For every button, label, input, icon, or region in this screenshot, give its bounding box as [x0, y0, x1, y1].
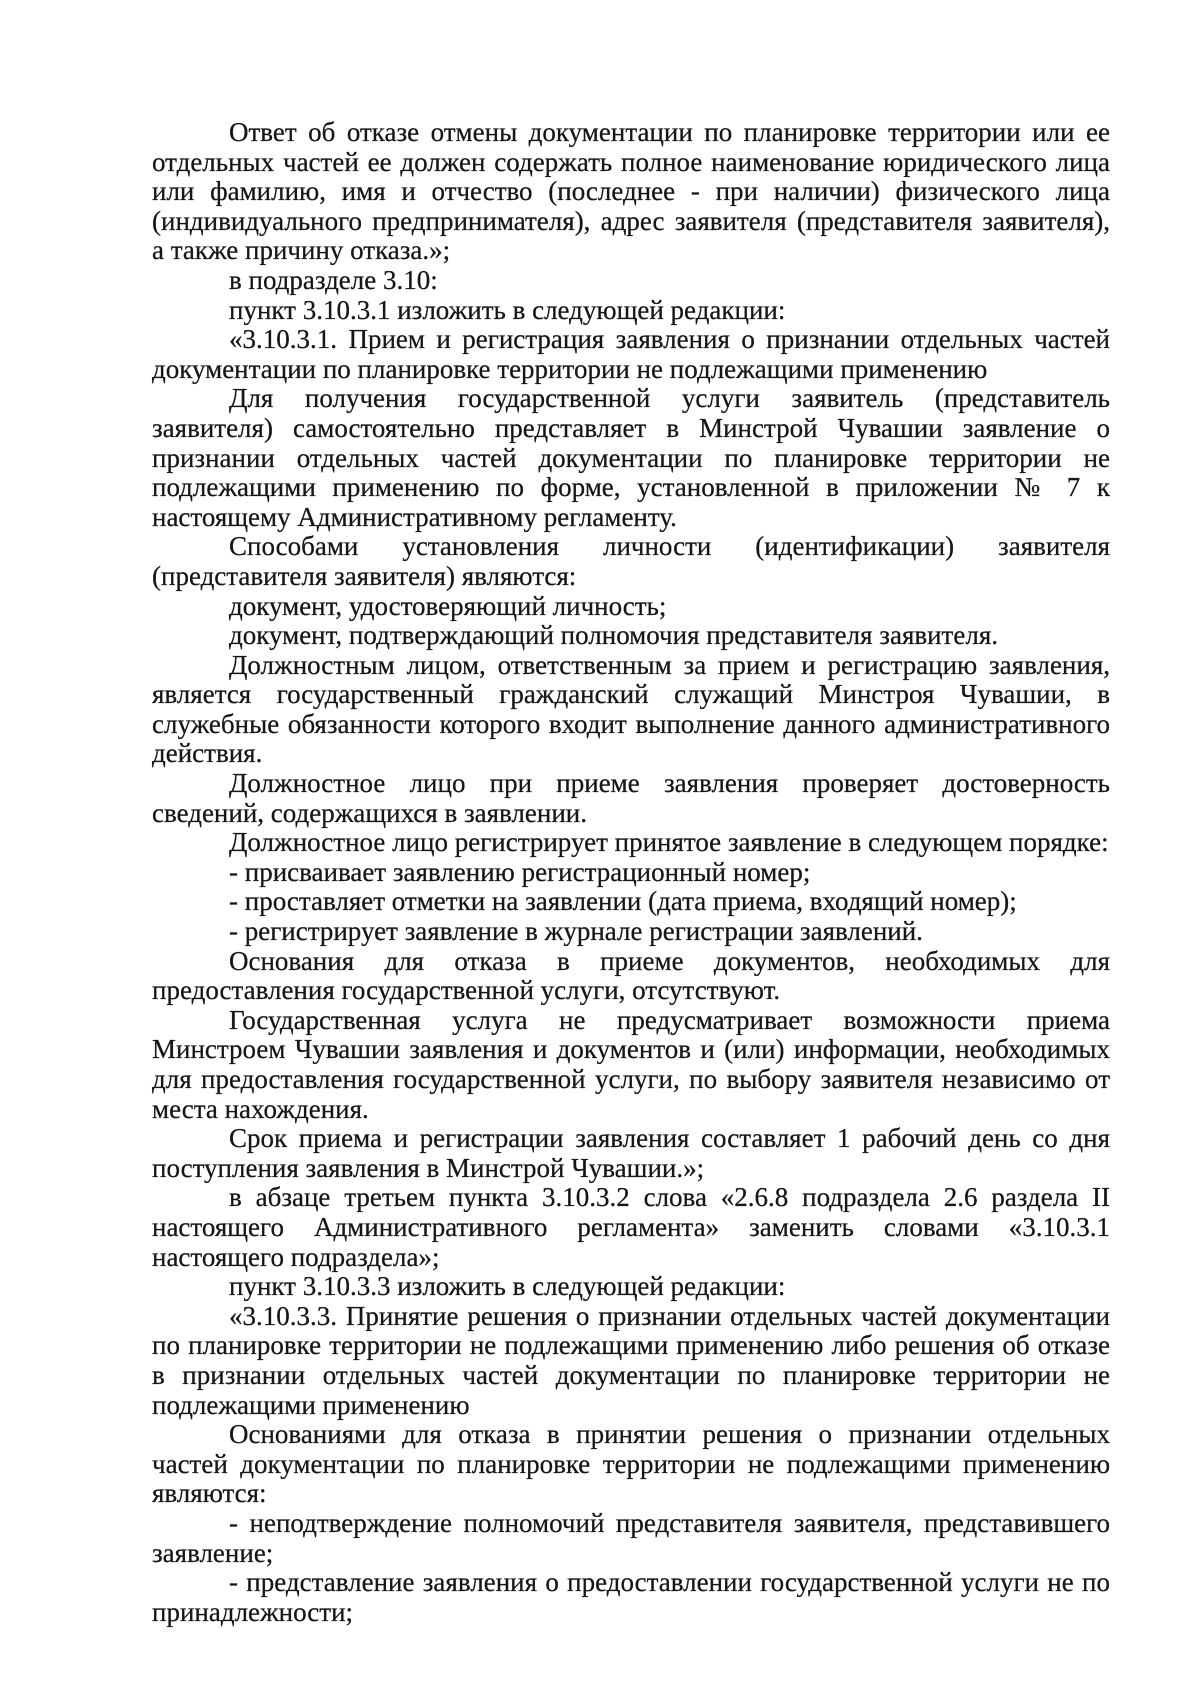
paragraph: Способами установления личности (идентификации) заявителя (представителя заявителя) являются:: [152, 531, 1110, 591]
paragraph: пункт 3.10.3.3 изложить в следующей редакции:: [229, 1271, 786, 1302]
paragraph: «3.10.3.3. Принятие решения о признании отдельных частей документации по планировке территории не подлежащими применению либо решения об отказе в признании отдельных частей документации по планировке территории не подлежащими применению: [152, 1300, 1110, 1420]
paragraph: Государственная услуга не предусматривает возможности приема Минстроем Чувашии заявления и документов и (или) информации, необходимых для предоставления государственной услуги, по выбору заявителя независимо от места нахождения.: [152, 1004, 1110, 1124]
paragraph: Ответ об отказе отмены документации по планировке территории или ее отдельных частей ее должен содержать полное наименование юридического лица или фамилию, имя и отчество (последнее - при наличии) физического лица (индивидуального предпринимателя), адрес заявителя (представителя заявителя), а также причину отказа.»;: [152, 117, 1110, 266]
paragraph: Срок приема и регистрации заявления составляет 1 рабочий день со дня поступления заявления в Минстрой Чувашии.»;: [152, 1123, 1110, 1183]
paragraph: Должностным лицом, ответственным за прием и регистрацию заявления, является государственный гражданский служащий Минстроя Чувашии, в служебные обязанности которого входит выполнение данного административного действия.: [152, 649, 1110, 769]
paragraph: в подразделе 3.10:: [229, 264, 438, 295]
paragraph: Должностное лицо при приеме заявления проверяет достоверность сведений, содержащихся в заявлении.: [152, 768, 1110, 828]
paragraph: Для получения государственной услуги заявитель (представитель заявителя) самостоятельно представляет в Минстрой Чувашии заявление о признании отдельных частей документации по планировке территории не подлежащими применению по форме, установленной в приложении № 7 к настоящему Административному регламенту.: [152, 383, 1110, 532]
paragraph: Основания для отказа в приеме документов, необходимых для предоставления государственной услуги, отсутствуют.: [152, 945, 1110, 1006]
paragraph: в абзаце третьем пункта 3.10.3.2 слова «2.6.8 подраздела 2.6 раздела II настоящего Административного регламента» заменить словами «3.10.3.1 настоящего подраздела»;: [152, 1182, 1110, 1272]
paragraph: - регистрирует заявление в журнале регистрации заявлений.: [229, 916, 923, 947]
paragraph: «3.10.3.1. Прием и регистрация заявления о признании отдельных частей документации по планировке территории не подлежащими применению: [152, 324, 1110, 384]
paragraph: Должностное лицо регистрирует принятое заявление в следующем порядке:: [229, 827, 1109, 858]
document-page: [152, 118, 1110, 1627]
paragraph: - проставляет отметки на заявлении (дата приема, входящий номер);: [229, 886, 1017, 917]
paragraph: - присваивает заявлению регистрационный номер;: [229, 856, 811, 887]
paragraph: - неподтверждение полномочий представителя заявителя, представившего заявление;: [152, 1507, 1110, 1568]
paragraph: пункт 3.10.3.1 изложить в следующей редакции:: [229, 294, 786, 325]
paragraph: - представление заявления о предоставлении государственной услуги не по принадлежности;: [152, 1567, 1110, 1627]
paragraph: Основаниями для отказа в принятии решения о признании отдельных частей документации по планировке территории не подлежащими применению являются:: [152, 1419, 1110, 1509]
paragraph: документ, подтверждающий полномочия представителя заявителя.: [229, 620, 998, 651]
paragraph: документ, удостоверяющий личность;: [229, 590, 667, 621]
